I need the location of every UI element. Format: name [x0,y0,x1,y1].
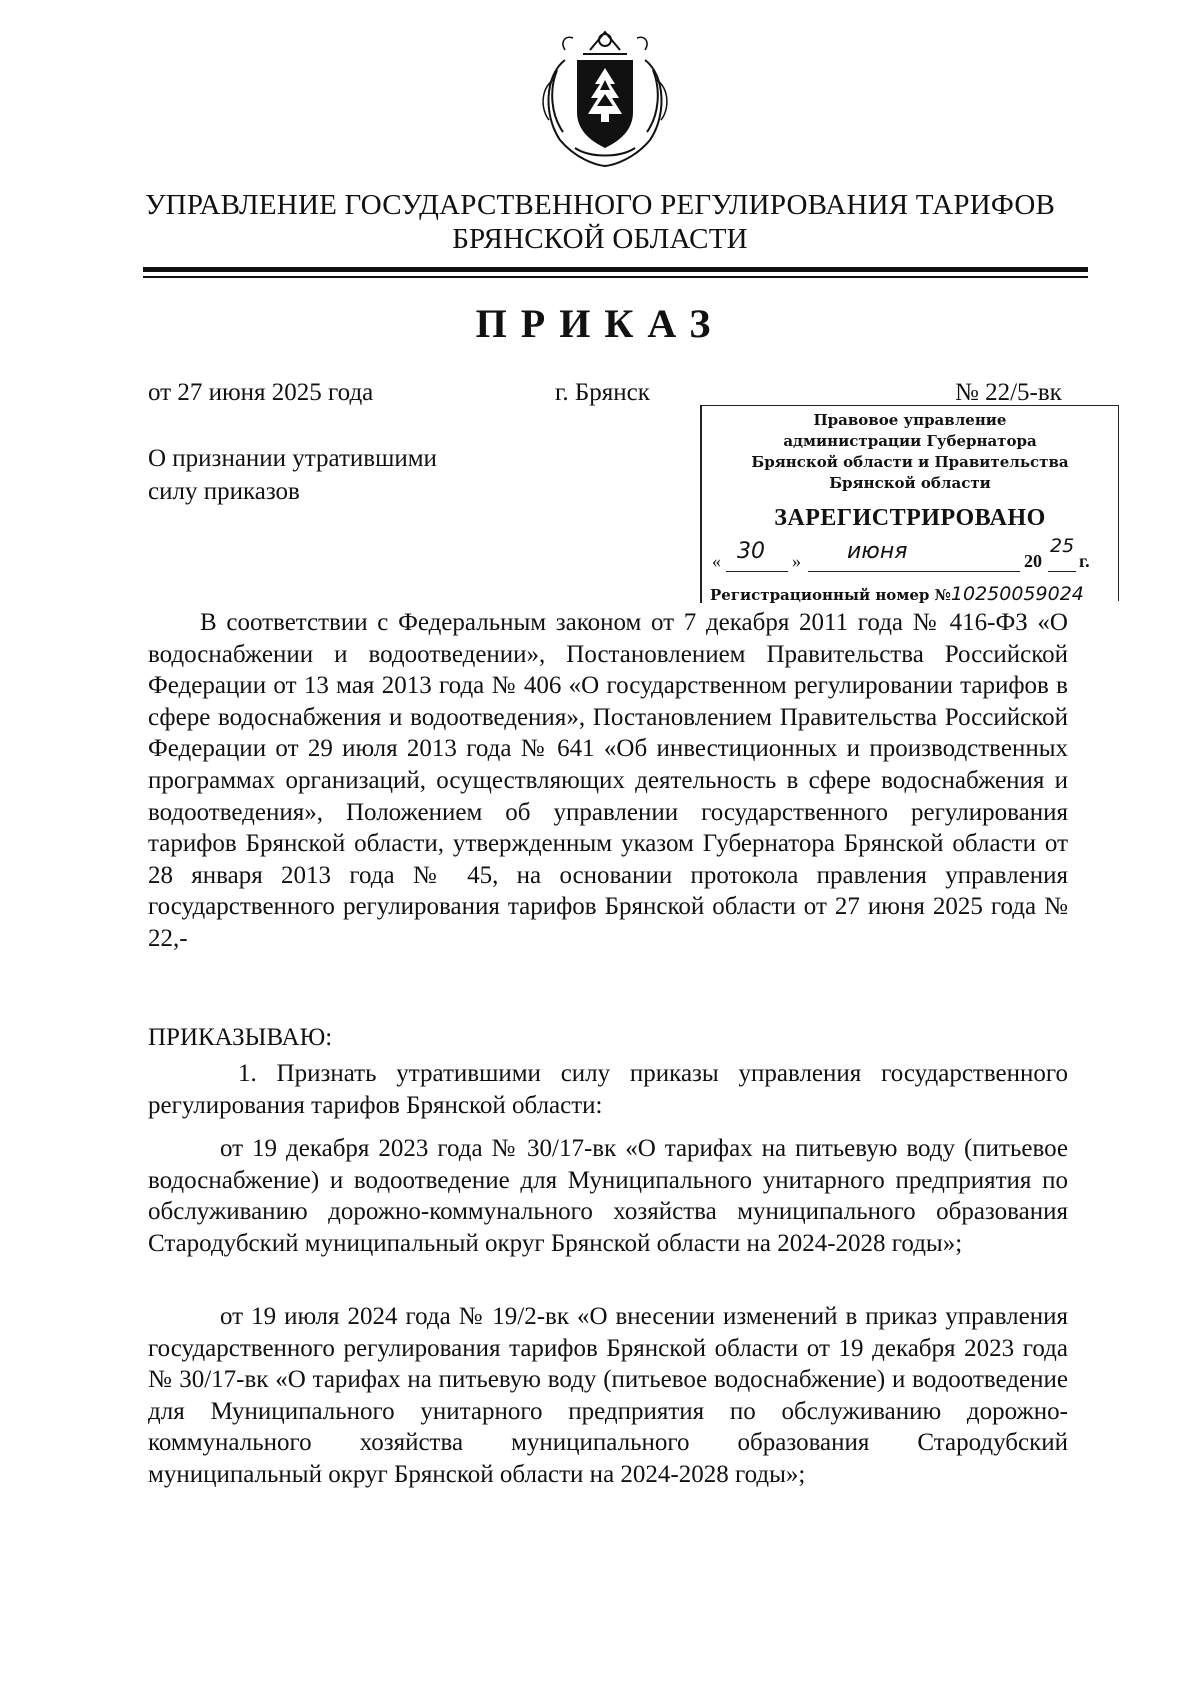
subject-line-1: О признании утратившими [148,445,437,472]
stamp-org-line-4: Брянской области [829,474,991,492]
stamp-year-end: г. [1079,551,1090,571]
subject-line-2: силу приказов [148,478,300,505]
header-divider-thick [143,267,1088,272]
order-item-1: 1. Признать утратившими силу приказы управления государственного регулирования тарифов Брянской области: [148,1060,1068,1119]
coat-of-arms-icon [535,20,675,170]
organization-name: УПРАВЛЕНИЕ ГОСУДАРСТВЕННОГО РЕГУЛИРОВАНИЯ ТАРИФОВ [144,189,1056,221]
stamp-reg-number: 1025005902​4 [950,583,1084,605]
document-number: № 22/5-вк [955,379,1062,406]
stamp-year-suffix: 25 [1050,535,1075,557]
stamp-org-line-1: Правовое управление [813,411,1007,429]
stamp-reg-label: Регистрационный номер № [710,586,951,604]
document-title: ПРИКАЗ [475,301,725,346]
document-city: г. Брянск [555,379,650,406]
stamp-registered-label: ЗАРЕГИСТРИРОВАНО [774,505,1046,531]
stamp-day: 30 [737,539,765,564]
stamp-date-line: « 30 » июня 20 25 г. [712,535,1090,571]
stamp-org-line-2: администрации Губернатора [783,432,1037,450]
stamp-border-top [700,405,1118,406]
stamp-reg-number-line [710,583,1084,605]
organization-region: БРЯНСКОЙ ОБЛАСТИ [452,223,748,255]
document-subject [148,442,437,508]
revoked-order-1: от 19 декабря 2023 года № 30/17-вк «О тарифах на питьевую воду (питьевое водоснабжение) и водоотведение для Муниципального унитарного предприятия по обслуживанию дорожно-коммунального хозяйства муниципального образования Стародубский муниципальный округ Брянской области на 2024-2028 годы»; [148,1135,1068,1257]
document-date: от 27 июня 2025 года [148,379,374,406]
preamble-paragraph: В соответствии с Федеральным законом от 7 декабря 2011 года № 416-ФЗ «О водоснабжении и водоотведении», Постановлением Правительства Российской Федерации от 13 мая 2013 года № 406 «О государственном регулировании тарифов в сфере водоснабжения и водоотведения», Постановлением Правительства Российской Федерации от 29 июля 2013 года № 641 «Об инвестиционных и производственных программах организаций, осуществляющих деятельность в сфере водоснабжения и водоотведения», Положением об управлении государственного регулирования тарифов Брянской области, утвержденным указом Губернатора Брянской области от 28 января 2013 года № 45, на основании протокола правления управления государственного регулирования тарифов Брянской области от 27 июня 2025 года № 22,- [148,609,1068,952]
stamp-org-line-3: Брянской области и Правительства [751,453,1069,471]
revoked-order-2: от 19 июля 2024 года № 19/2-вк «О внесении изменений в приказ управления государственного регулирования тарифов Брянской области от 19 декабря 2023 года № 30/17-вк «О тарифах на питьевую воду (питьевое водоснабжение) и водоотведение для Муниципального унитарного предприятия по обслуживанию дорожно-коммунального хозяйства муниципального образования Стародубский муниципальный округ Брянской области на 2024-2028 годы»; [148,1303,1068,1488]
stamp-month: июня [847,539,908,564]
registration-stamp [700,405,1120,605]
stamp-year-prefix: 20 [1024,551,1042,571]
header-divider-thin [143,276,1088,278]
order-word: ПРИКАЗЫВАЮ: [148,1024,333,1051]
